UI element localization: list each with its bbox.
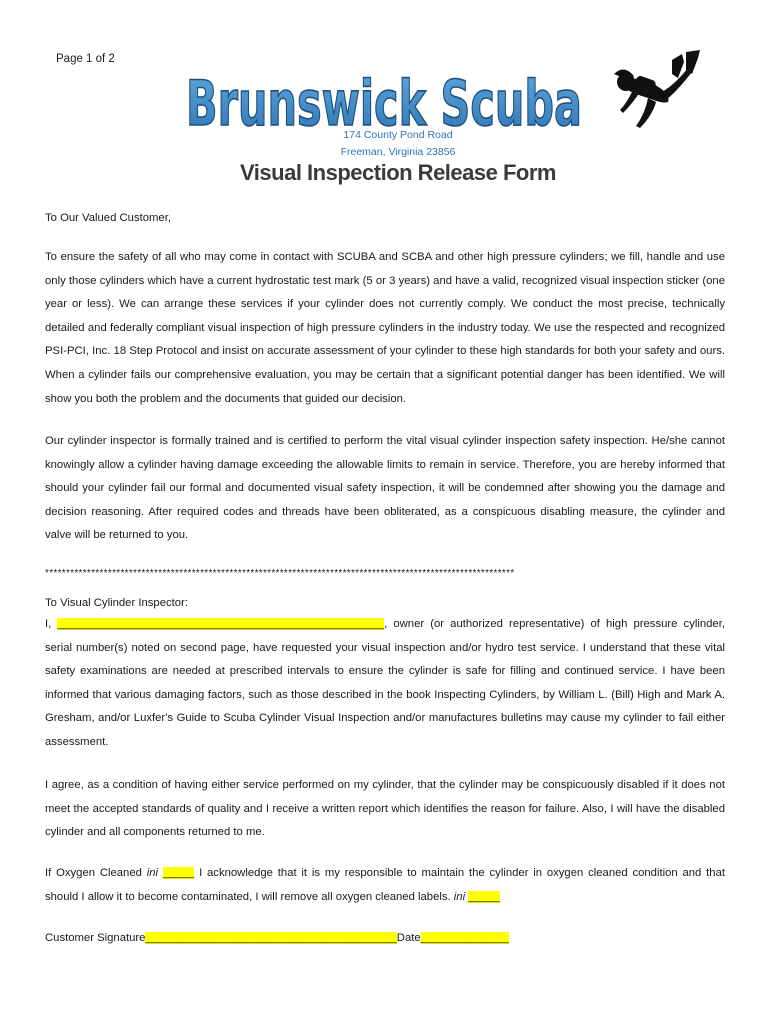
- intro-paragraph-text: To ensure the safety of all who may come in contact with SCUBA and SCBA and other high pressure cylinders; we fill, handle and use only those cylinders which have a current hydrostatic test mark (5 or 3 years) and have a valid, recognized visual inspection sticker (one year or less). We can arrange these services if your cylinder does not currently comply. We conduct the most precise, technically detailed and federally compliant visual inspection of high pressure cylinders in the industry today. We use the respected and recognized PSI-PCI, Inc. 18 Step Protocol and insist on accurate assessment of your cylinder to these high standards for both your safety and ours. When a cylinder fails our comprehensive evaluation, you may be certain that a significant potential danger has been identified. We will show you both the problem and the documents that guided our decision.: [45, 251, 725, 405]
- initials-field-2[interactable]: _____: [468, 890, 500, 903]
- date-label: Date: [396, 932, 421, 944]
- greeting-text: To Our Valued Customer,: [45, 212, 171, 224]
- agreement-paragraph-text: I agree, as a condition of having either service performed on my cylinder, that the cylinder may be conspicuously disabled if it does not meet the accepted standards of quality and I receive a written report which identifies the reason for failure. Also, I will have the disabled cylinder and all components returned to me.: [45, 779, 725, 839]
- address-line-2: Freeman, Virginia 23856: [340, 146, 456, 158]
- intro-paragraph: [45, 246, 725, 411]
- scuba-diver-icon: [608, 48, 704, 132]
- inspector-paragraph: [45, 430, 725, 548]
- owner-name-field[interactable]: ____________________________________________________: [57, 618, 385, 630]
- signature-field[interactable]: ________________________________________: [145, 932, 397, 944]
- agreement-paragraph: [45, 774, 725, 845]
- date-field[interactable]: ______________: [420, 932, 509, 944]
- to-inspector-text: To Visual Cylinder Inspector:: [45, 597, 188, 609]
- oxygen-statement-text: I acknowledge that it is my responsible to maintain the cylinder in oxygen cleaned condition and that should I allow it to become contaminated, I will remove all oxygen cleaned labels.: [45, 867, 725, 903]
- brand-logo-text: Brunswick Scuba: [186, 67, 582, 140]
- signature-row: [45, 927, 725, 951]
- owner-prefix: I,: [45, 618, 58, 630]
- separator-line: ****************************************************************************************************************: [45, 568, 515, 579]
- brand-logo: [183, 50, 585, 140]
- initials-label: ini: [146, 867, 159, 879]
- inspector-paragraph-text: Our cylinder inspector is formally trained and is certified to perform the vital visual cylinder inspection safety inspection. He/she cannot knowingly allow a cylinder having damage exceeding the allowable limits to remain in service. Therefore, you are hereby informed that should your cylinder fail our formal and documented visual safety inspection, it will be condemned after showing you the damage and decision reasoning. After required codes and threads have been obliterated, as a conspicuous disabling measure, the cylinder and valve will be returned to you.: [45, 435, 725, 542]
- form-title: Visual Inspection Release Form: [240, 160, 556, 185]
- oxygen-paragraph: [45, 862, 725, 909]
- signature-label: Customer Signature: [45, 932, 146, 944]
- owner-statement-text: , owner (or authorized representative) of high pressure cylinder, serial number(s) noted on second page, have requested your visual inspection and/or hydro test service. I understand that these vital safety examinations are needed at prescribed intervals to ensure the cylinder is safe for filling and continued service. I have been informed that various damaging factors, such as those described in the book Inspecting Cylinders, by William L. (Bill) High and Mark A. Gresham, and/or Luxfer's Guide to Scuba Cylinder Visual Inspection and/or manufactures bulletins may cause my cylinder to fail either assessment.: [45, 618, 725, 748]
- oxygen-prefix: If Oxygen Cleaned: [45, 867, 147, 879]
- owner-statement-paragraph: [45, 613, 725, 755]
- address-line-1: 174 County Pond Road: [343, 129, 453, 141]
- initials-label-2: ini: [453, 890, 466, 903]
- page-number: Page 1 of 2: [56, 53, 115, 65]
- greeting: [45, 207, 725, 231]
- initials-field-1[interactable]: _____: [162, 867, 195, 879]
